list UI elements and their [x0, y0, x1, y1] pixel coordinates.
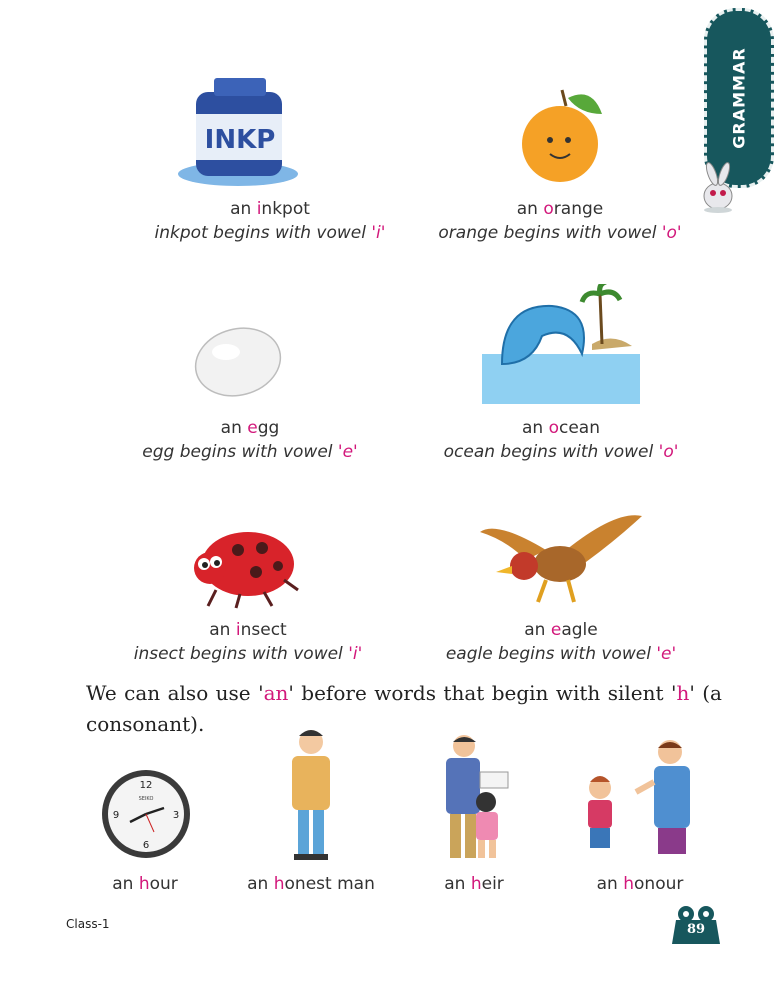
article: an [230, 199, 252, 219]
item-description [120, 221, 420, 245]
wall-clock-illustration [100, 768, 192, 860]
sentence-text: ' before words that begin with silent ' [288, 681, 677, 705]
item-word [120, 197, 420, 221]
item-description [410, 221, 710, 245]
word-rest: onour [634, 874, 684, 894]
sentence-highlight-an: an [263, 681, 289, 705]
desc-vowel: 'e' [656, 644, 677, 664]
item-description [411, 642, 711, 666]
item-inkpot [120, 197, 420, 245]
heir-illustration [436, 732, 514, 862]
item-word [411, 618, 711, 642]
item-word [98, 618, 398, 642]
page-number: 89 [686, 922, 706, 937]
word-rest: agle [561, 620, 598, 640]
article: an [220, 418, 242, 438]
honest-man-illustration [282, 726, 340, 862]
word-rest: our [149, 874, 178, 894]
egg-illustration [192, 326, 284, 398]
desc-text: ocean begins with vowel [443, 442, 659, 462]
item-word [100, 416, 400, 440]
vowel-letter: o [543, 199, 554, 219]
vowel-letter: e [247, 418, 258, 438]
desc-vowel: 'i' [371, 223, 386, 243]
word-rest: nkpot [261, 199, 310, 219]
article: an [521, 418, 544, 438]
desc-vowel: 'e' [337, 442, 358, 462]
word-rest: cean [559, 418, 600, 438]
silent-h-rule-sentence [86, 678, 722, 740]
vowel-letter: o [548, 418, 559, 438]
silent-h-letter: h [273, 874, 285, 894]
label-honest-man [236, 872, 386, 896]
silent-h-letter: h [470, 874, 482, 894]
desc-vowel: 'o' [658, 442, 679, 462]
article: an [247, 874, 274, 894]
word-rest: gg [257, 418, 280, 438]
desc-text: egg begins with vowel [142, 442, 338, 462]
item-orange [410, 197, 710, 245]
desc-text: insect begins with vowel [133, 644, 349, 664]
item-description [98, 642, 398, 666]
sentence-text: We can also use ' [86, 681, 264, 705]
word-rest: eir [481, 874, 504, 894]
vowel-letter: i [256, 199, 262, 219]
label-honour [580, 872, 700, 896]
clock-number-6: 6 [142, 840, 150, 851]
item-ocean [411, 416, 711, 464]
sentence-text: ' (a consonant). [86, 681, 722, 736]
desc-vowel: 'i' [348, 644, 363, 664]
ladybug-insect-illustration [176, 520, 302, 610]
clock-number-12: 12 [139, 780, 153, 791]
item-word [411, 416, 711, 440]
clock-number-9: 9 [112, 810, 120, 821]
honour-illustration [584, 738, 696, 856]
inkpot-illustration [176, 74, 302, 192]
item-egg [100, 416, 400, 464]
item-word [410, 197, 710, 221]
orange-illustration [514, 84, 606, 186]
inkpot-label: INKP [204, 125, 276, 155]
article: an [209, 620, 231, 640]
page-number-badge [672, 904, 720, 944]
vowel-letter: e [550, 620, 562, 640]
item-eagle [411, 618, 711, 666]
sentence-highlight-h: h [676, 681, 690, 705]
word-rest: range [553, 199, 604, 219]
eagle-illustration [476, 510, 646, 610]
grammar-tab-label: GRAMMAR [729, 47, 749, 149]
item-insect [98, 618, 398, 666]
article: an [596, 874, 624, 894]
class-label: Class-1 [66, 917, 110, 931]
item-description [411, 440, 711, 464]
clock-brand: SEIKO [138, 796, 154, 802]
label-heir [424, 872, 524, 896]
silent-h-letter: h [138, 874, 150, 894]
article: an [112, 874, 139, 894]
article: an [516, 199, 538, 219]
desc-vowel: 'o' [661, 223, 682, 243]
label-hour [90, 872, 200, 896]
clock-number-3: 3 [172, 810, 180, 821]
silent-h-letter: h [623, 874, 635, 894]
vowel-letter: i [235, 620, 241, 640]
item-description [100, 440, 400, 464]
word-rest: nsect [240, 620, 287, 640]
article: an [444, 874, 471, 894]
word-rest: onest man [284, 874, 375, 894]
ocean-illustration [482, 284, 640, 406]
desc-text: eagle begins with vowel [445, 644, 657, 664]
desc-text: orange begins with vowel [438, 223, 662, 243]
desc-text: inkpot begins with vowel [154, 223, 372, 243]
article: an [524, 620, 546, 640]
